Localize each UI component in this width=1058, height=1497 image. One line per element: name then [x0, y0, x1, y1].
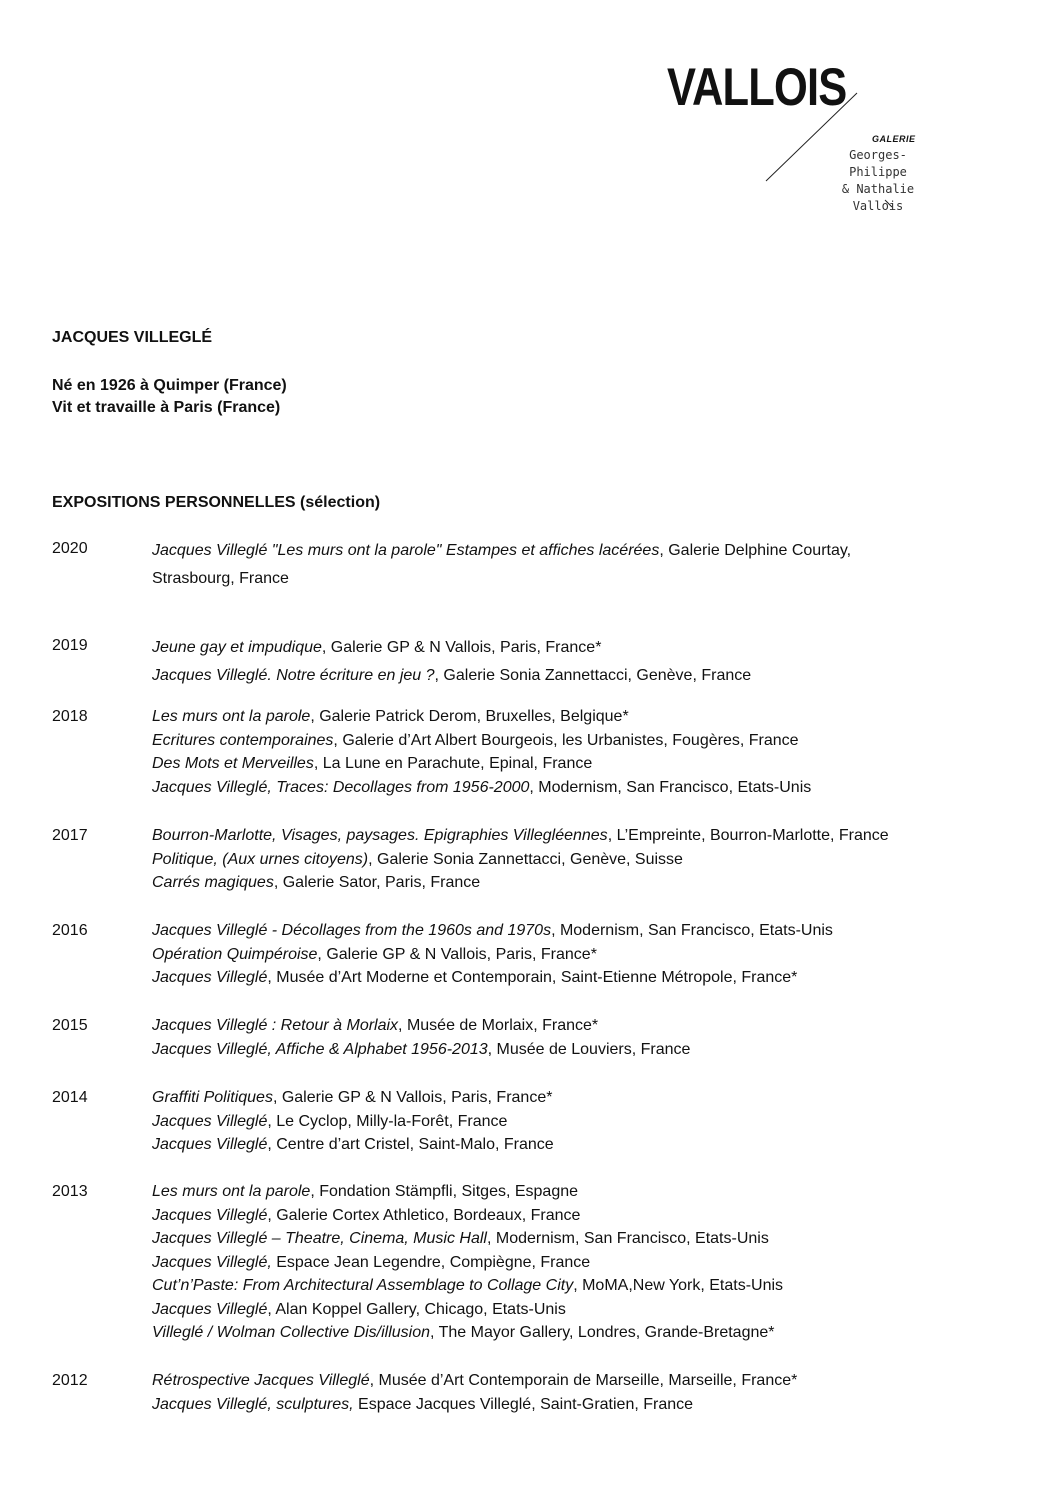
exhibition-venue: , Galerie Sonia Zannettacci, Genève, Suisse [368, 850, 683, 868]
exhibition-venue: , La Lune en Parachute, Epinal, France [313, 755, 593, 772]
exhibition-entry [152, 537, 1012, 565]
year-label: 2012 [52, 1372, 88, 1389]
exhibition-title: Jacques Villeglé, [152, 1253, 272, 1271]
exhibition-venue: , Galerie Patrick Derom, Bruxelles, Belgique* [310, 708, 629, 725]
exhibition-title: Des Mots et Merveilles [152, 755, 314, 772]
exhibition-title: Jacques Villeglé, sculptures, [152, 1395, 354, 1413]
exhibition-entries [152, 1086, 1012, 1157]
logo-name-line: Georges-Philippe [849, 148, 907, 179]
exhibition-title: Jacques Villeglé : Retour à Morlaix [152, 1017, 399, 1034]
exhibition-entry [152, 1251, 1012, 1275]
exhibition-entry [152, 848, 1012, 872]
exhibition-venue: Strasbourg, France [152, 570, 289, 587]
exhibition-entry [152, 966, 1012, 990]
exhibition-entry [152, 919, 1012, 943]
exhibition-title: Jacques Villeglé "Les murs ont la parole" Estampes et affiches lacérées [152, 542, 660, 559]
exhibition-entry [152, 1110, 1012, 1134]
bio-birth: Né en 1926 à Quimper (France) [52, 377, 287, 394]
exhibition-venue: , L’Empreinte, Bourron-Marlotte, France [607, 827, 889, 844]
exhibition-entry [152, 662, 1012, 690]
logo-wordmark: VALLOIS [667, 58, 847, 117]
exhibition-title: Les murs ont la parole [152, 1183, 311, 1200]
exhibition-entry [152, 1393, 1012, 1417]
exhibition-title: Graffiti Politiques [152, 1089, 273, 1106]
exhibition-venue: , Modernism, San Francisco, Etats-Unis [486, 1230, 769, 1247]
exhibition-venue: , Musée de Morlaix, France* [398, 1017, 599, 1034]
exhibition-title: Jacques Villeglé [152, 1112, 268, 1130]
exhibition-entry [152, 1321, 1012, 1345]
exhibition-entry [152, 565, 1012, 593]
exhibition-venue: , Modernism, San Francisco, Etats-Unis [529, 778, 812, 796]
exhibition-title: Cut’n’Paste: From Architectural Assemblage to Collage City [152, 1277, 574, 1294]
artist-name: JACQUES VILLEGLÉ [52, 329, 213, 346]
exhibition-entries [152, 1369, 1012, 1416]
exhibition-venue: , Galerie d’Art Albert Bourgeois, les Urbanistes, Fougères, France [333, 731, 799, 749]
exhibition-entry [152, 1274, 1012, 1298]
logo-galerie-label: GALERIE [872, 134, 916, 144]
exhibition-venue: , Galerie Cortex Athletico, Bordeaux, France [267, 1206, 581, 1224]
exhibition-entry [152, 1204, 1012, 1228]
exhibition-title: Jacques Villeglé [152, 1136, 268, 1153]
year-label: 2020 [52, 540, 88, 557]
artist-bio [52, 375, 287, 419]
exhibition-title: Jacques Villeglé – Theatre, Cinema, Music Hall [152, 1230, 487, 1247]
exhibition-venue: , Galerie GP & N Vallois, Paris, France* [317, 945, 597, 963]
exhibition-title: Jacques Villeglé, Affiche & Alphabet 1956-2013 [152, 1040, 488, 1058]
year-label: 2016 [52, 922, 88, 939]
exhibition-entry [152, 1086, 1012, 1110]
exhibition-venue: , Alan Koppel Gallery, Chicago, Etats-Unis [267, 1300, 566, 1318]
exhibition-title: Jacques Villeglé [152, 1300, 268, 1318]
year-label: 2013 [52, 1183, 88, 1200]
exhibition-entry [152, 1369, 1012, 1393]
exhibition-entry [152, 729, 1012, 753]
exhibition-venue: , Galerie Delphine Courtay, [659, 542, 852, 559]
exhibition-entry [152, 1227, 1012, 1251]
exhibition-entry [152, 1133, 1012, 1157]
exhibition-venue: , The Mayor Gallery, Londres, Grande-Bretagne* [430, 1324, 775, 1341]
exhibition-venue: , Musée d’Art Moderne et Contemporain, Saint-Etienne Métropole, France* [267, 969, 798, 986]
exhibition-entry [152, 705, 1012, 729]
exhibition-venue: Espace Jacques Villeglé, Saint-Gratien, France [353, 1395, 694, 1413]
logo-name-line: & Nathalie [841, 182, 915, 196]
exhibition-entries [152, 537, 1012, 593]
year-label: 2017 [52, 827, 88, 844]
exhibition-title: Politique, (Aux urnes citoyens) [152, 850, 369, 868]
exhibition-entries [152, 1180, 1012, 1345]
exhibition-venue: , Centre d’art Cristel, Saint-Malo, France [267, 1136, 554, 1153]
year-label: 2019 [52, 637, 88, 654]
exhibition-venue: , Fondation Stämpfli, Sitges, Espagne [310, 1183, 579, 1200]
exhibition-entry [152, 776, 1012, 800]
exhibition-venue: , Galerie Sator, Paris, France [273, 874, 481, 891]
exhibition-title: Les murs ont la parole [152, 708, 311, 725]
exhibition-entry [152, 871, 1012, 895]
exhibition-venue: Espace Jean Legendre, Compiègne, France [271, 1253, 591, 1271]
exhibition-entry [152, 1014, 1012, 1038]
exhibition-title: Bourron-Marlotte, Visages, paysages. Epigraphies Villegléennes [152, 827, 608, 844]
year-label: 2015 [52, 1017, 88, 1034]
exhibition-entry [152, 1038, 1012, 1062]
exhibition-entry [152, 824, 1012, 848]
exhibition-title: Jacques Villeglé [152, 969, 268, 986]
exhibition-title: Jacques Villeglé - Décollages from the 1960s and 1970s [152, 922, 552, 939]
exhibition-venue: , Galerie Sonia Zannettacci, Genève, France [434, 667, 752, 684]
exhibition-title: Jacques Villeglé. Notre écriture en jeu ? [152, 667, 435, 684]
exhibition-title: Villeglé / Wolman Collective Dis/illusion [152, 1324, 431, 1341]
exhibition-venue: , Galerie GP & N Vallois, Paris, France* [321, 639, 602, 656]
bio-residence: Vit et travaille à Paris (France) [52, 399, 281, 416]
section-title: EXPOSITIONS PERSONNELLES (sélection) [52, 494, 381, 511]
exhibition-venue: , Galerie GP & N Vallois, Paris, France* [272, 1089, 553, 1106]
exhibition-title: Rétrospective Jacques Villeglé [152, 1372, 370, 1389]
year-label: 2018 [52, 708, 88, 725]
exhibition-title: Ecritures contemporaines [152, 731, 334, 749]
exhibition-entry [152, 1180, 1012, 1204]
exhibition-venue: , MoMA,New York, Etats-Unis [573, 1277, 784, 1294]
year-label: 2014 [52, 1089, 88, 1106]
exhibition-venue: , Le Cyclop, Milly-la-Forêt, France [267, 1112, 508, 1130]
exhibition-entry [152, 634, 1012, 662]
exhibition-entries [152, 634, 1012, 690]
exhibition-entries [152, 705, 1012, 799]
gallery-logo [0, 0, 1058, 230]
exhibition-entry [152, 1298, 1012, 1322]
exhibition-title: Jeune gay et impudique [152, 639, 322, 656]
exhibition-title: Carrés magiques [152, 874, 274, 891]
exhibition-entry [152, 752, 1012, 776]
exhibition-title: Jacques Villeglé, Traces: Decollages from 1956-2000 [152, 778, 530, 796]
exhibition-title: Opération Quimpéroise [152, 945, 318, 963]
exhibition-venue: , Musée de Louviers, France [487, 1040, 691, 1058]
exhibition-entries [152, 919, 1012, 990]
exhibition-entries [152, 824, 1012, 895]
exhibition-entry [152, 943, 1012, 967]
exhibition-venue: , Musée d’Art Contemporain de Marseille, Marseille, France* [369, 1372, 798, 1389]
exhibition-title: Jacques Villeglé [152, 1206, 268, 1224]
exhibition-venue: , Modernism, San Francisco, Etats-Unis [551, 922, 833, 939]
exhibition-entries [152, 1014, 1012, 1061]
logo-owner-names [826, 147, 930, 215]
logo-name-line: Vallois [852, 199, 904, 213]
